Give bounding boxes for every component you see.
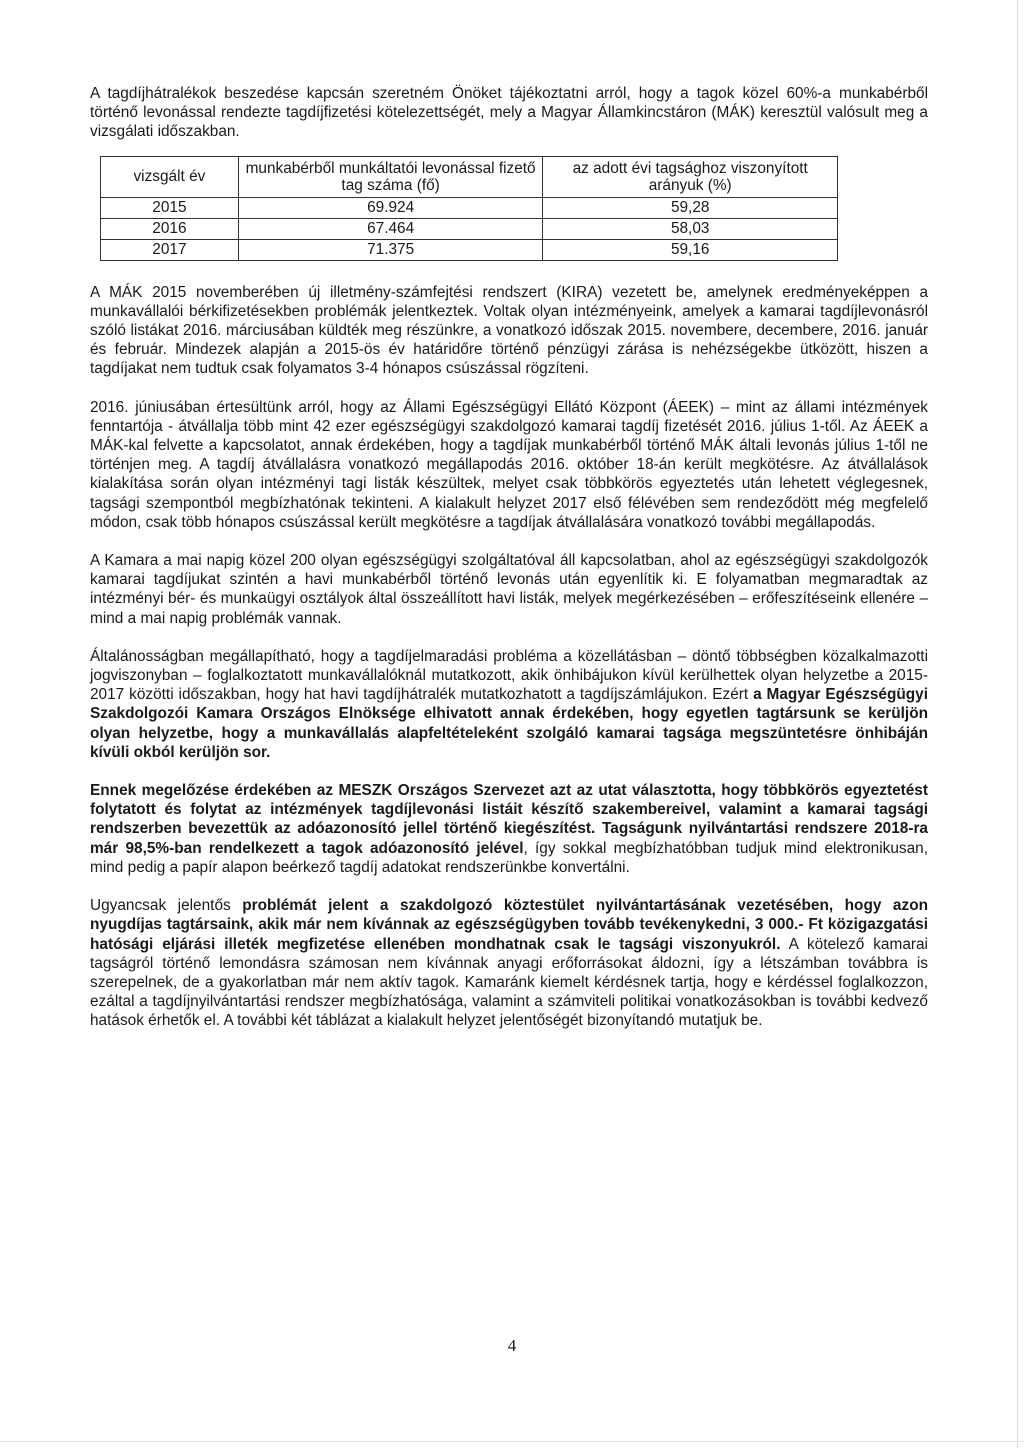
arrears-text: Általánosságban megállapítható, hogy a tagdíjelmaradási probléma a közellátásban – döntő többségben közalkalmazotti jogviszonyban – foglalkoztatott munkavállalóknál mutatkozott, akik önhibájukon kívül kerülhettek olyan helyzetbe a 2015-2017 közötti időszakban, hogy hat havi tagdíjhátralék mutatkozhatott a tagdíjszámlájukon. Ezért: [90, 647, 928, 704]
membership-table: [100, 156, 838, 261]
scan-edge-bottom: [0, 1441, 1024, 1442]
cell-member-count: 67.464: [238, 218, 543, 239]
cell-ratio: 58,03: [543, 218, 838, 239]
header-ratio: az adott évi tagsághoz viszonyított arányuk (%): [543, 156, 838, 197]
intro-paragraph: A tagdíjhátralékok beszedése kapcsán szeretném Önöket tájékoztatni arról, hogy a tagok közel 60%-a munkabérből történő levonással rendezte tagdíjfizetési kötelezettségét, mely a Magyar Államkincstáron (MÁK) keresztül valósult meg a vizsgálati időszakban.: [90, 85, 928, 141]
cell-year: 2017: [101, 239, 239, 260]
prevention-text: , így sokkal megbízhatóbban tudjuk mind elektronikusan, mind pedig a papír alapon beérkező tagdíj adatokat rendszerünkbe konvertálni.: [90, 839, 929, 876]
page-number: 4: [507, 1336, 517, 1355]
cell-year: 2016: [101, 218, 239, 239]
table-row: [101, 197, 838, 218]
retiree-lead: Ugyancsak jelentős: [90, 897, 243, 915]
cell-member-count: 71.375: [238, 239, 543, 260]
document-body: [90, 84, 928, 1050]
scan-edge-right: [1017, 0, 1018, 1448]
kira-paragraph: A MÁK 2015 novemberében új illetmény-számfejtési rendszert (KIRA) vezetett be, amelynek eredményeképpen a munkavállalói bérkifizetésekben problémák jelentkeztek. Voltak olyan intézményeink, amelyek a kamarai tagdíjlevonásról szóló listákat 2016. márciusában küldték meg részünkre, a vonatkozó időszak 2015. novembere, decembere, 2016. január és február. Mindezek alapján a 2015-ös év határidőre történő pénzügyi zárása is nehézségekbe ütközött, hiszen a tagdíjakat nem tudtuk csak folyamatos 3-4 hónapos csúszással rögzíteni.: [90, 283, 928, 378]
membership-table-wrapper: [100, 156, 928, 261]
providers-paragraph: A Kamara a mai napig közel 200 olyan egészségügyi szolgáltatóval áll kapcsolatban, ahol az egészségügyi szakdolgozók kamarai tagdíjukat szintén a havi munkabérből történő levonás után egyenlítik ki. E folyamatban megmaradtak az intézményi bér- és munkaügyi osztályok által összeállított havi listák, melyek megérkezésében – erőfeszítéseink ellenére – mind a mai napig problémák vannak.: [90, 552, 928, 627]
table-header-row: [101, 156, 838, 197]
retiree-emphasis: problémát jelent a szakdolgozó köztestület nyilvántartásának vezetésében, hogy azon nyugdíjas tagtársaink, akik már nem kívánnak az egészségügyben tovább tevékenykedni, 3 000.- Ft közigazgatási hatósági eljárási illeték megfizetése ellenében mondhatnak csak le tagsági viszonyukról.: [90, 897, 928, 953]
prevention-emphasis: Ennek megelőzése érdekében az MESZK Országos Szervezet azt az utat választotta, hogy többkörös egyeztetést folytatott és folytat az intézmények tagdíjlevonási listáit készítő szakembereivel, valamint a kamarai tagsági rendszerben bevezettük az adóazonosító jellel történő kiegészítést. Tagságunk nyilvántartási rendszere 2018-ra már 98,5%-ban rendelkezett a tagok adóazonosító jelével: [90, 782, 928, 857]
retiree-paragraph: [90, 896, 928, 1030]
cell-ratio: 59,28: [543, 197, 838, 218]
arrears-paragraph: [90, 647, 928, 762]
header-member-count: munkabérből munkáltatói levonással fizető tag száma (fő): [238, 156, 543, 197]
header-year: vizsgált év: [101, 156, 239, 197]
table-row: [101, 218, 838, 239]
table-row: [101, 239, 838, 260]
cell-year: 2015: [101, 197, 239, 218]
arrears-emphasis: a Magyar Egészségügyi Szakdolgozói Kamara Országos Elnöksége elhivatott annak érdekében, hogy egyetlen tagtársunk se kerüljön olyan helyzetbe, hogy a munkavállalás alapfeltételeként szolgáló kamarai tagsága megszüntetésre önhibáján kívüli okból kerüljön sor.: [90, 686, 928, 761]
aeek-paragraph: 2016. júniusában értesültünk arról, hogy az Állami Egészségügyi Ellátó Központ (ÁEEK) – mint az állami intézmények fenntartója - átvállalja több mint 42 ezer egészségügyi szakdolgozó kamarai tagdíj fizetését 2016. július 1-től. Az ÁEEK a MÁK-kal felvette a kapcsolatot, annak érdekében, hogy a tagdíjak munkabérből történő MÁK általi levonás július 1-től ne történjen meg. A tagdíj átvállalásra vonatkozó megállapodás 2016. október 18-án került megkötésre. Az átvállalások kialakítása során olyan intézményi tagi listák készültek, melyet csak többkörös egyeztetés után lehetett véglegesnek, tagsági szempontból megbízhatónak tekinteni. A kialakult helyzet 2017 első félévében sem rendeződött még megfelelő módon, csak több hónapos csúszással került megkötésre a tagdíjak átvállalására vonatkozó további megállapodás.: [90, 398, 928, 531]
retiree-text: A kötelező kamarai tagságról történő lemondásra számosan nem kívánnak anyagi erőforrásokat áldozni, így a létszámban továbbra is szerepelnek, de a gyakorlatban már nem aktív tagok. Kamaránk kiemelt kérdésnek tartja, hogy e kérdéssel foglalkozzon, ezáltal a tagdíjnyilvántartási rendszer megbízhatósága, valamint a számviteli politikai vonatkozásokban is további kedvező hatások érhetők el. A további két táblázat a kialakult helyzet jelentőségét bizonyítandó mutatjuk be.: [90, 935, 928, 1030]
cell-member-count: 69.924: [238, 197, 543, 218]
prevention-paragraph: [90, 781, 928, 877]
cell-ratio: 59,16: [543, 239, 838, 260]
